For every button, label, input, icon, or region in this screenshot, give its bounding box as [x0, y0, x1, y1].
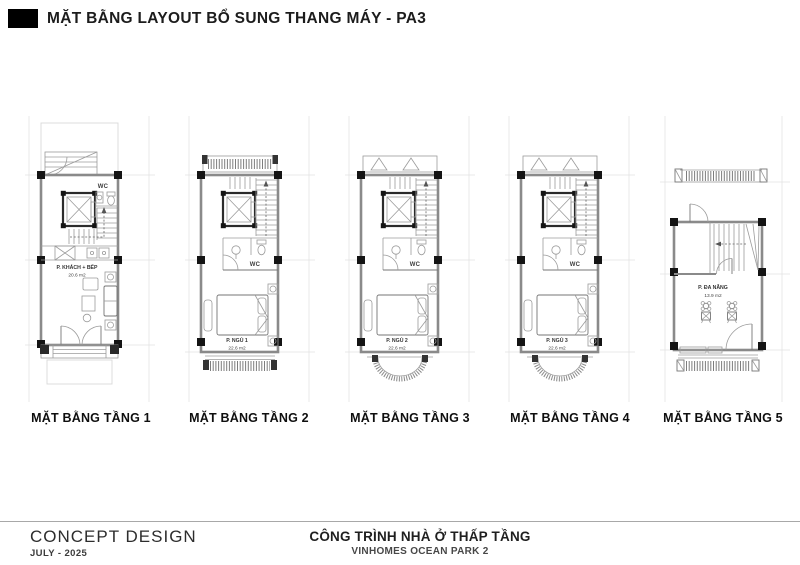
- sheet-title: MẶT BẰNG LAYOUT BỔ SUNG THANG MÁY - PA3: [47, 9, 427, 27]
- floor-plan-4: [505, 108, 635, 408]
- floor-plan-1: [25, 108, 155, 408]
- svg-text:WC: WC: [569, 262, 581, 268]
- room-area: 22.6 m2: [548, 346, 566, 352]
- sheet-header: [8, 9, 426, 28]
- room-name: P. KHÁCH + BẾP: [56, 265, 98, 271]
- svg-text:WC: WC: [97, 184, 109, 190]
- room-area: 13.9 m2: [704, 294, 722, 299]
- title-block-mark: [8, 9, 38, 28]
- floor-plan-2: [185, 108, 315, 408]
- plan-1-caption: MẶT BẰNG TẦNG 1: [31, 411, 151, 425]
- elevator-icon: [221, 191, 257, 228]
- plan-4-caption: MẶT BẰNG TẦNG 4: [510, 411, 630, 425]
- roof-terrace-railing: [675, 169, 767, 182]
- plan-3-caption: MẶT BẰNG TẦNG 3: [350, 411, 470, 425]
- room-area: 22.6 m2: [228, 346, 246, 352]
- footer-divider: [0, 521, 800, 522]
- balcony-railing-bottom: [203, 356, 277, 370]
- svg-text:WC: WC: [249, 262, 261, 268]
- svg-text:WC: WC: [409, 262, 421, 268]
- room-area: 20.6 m2: [68, 273, 86, 279]
- project-title: CÔNG TRÌNH NHÀ Ở THẤP TẦNG: [309, 529, 531, 544]
- terrace-door-icon: [690, 204, 708, 222]
- awning-icon: [523, 156, 597, 172]
- floor-plan-3: [345, 108, 475, 408]
- room-name: P. NGỦ 2: [386, 338, 408, 344]
- curved-balcony: [367, 355, 433, 379]
- plan-2-caption: MẶT BẰNG TẦNG 2: [189, 411, 309, 425]
- entry-steps: [40, 345, 119, 384]
- design-phase-title: CONCEPT DESIGN: [30, 527, 197, 546]
- awning-icon: [363, 156, 437, 172]
- floor-plan-5: [660, 108, 790, 408]
- elevator-icon: [381, 191, 417, 228]
- design-date: JULY - 2025: [30, 548, 88, 559]
- project-location: VINHOMES OCEAN PARK 2: [351, 546, 489, 557]
- balcony-railing: [202, 155, 278, 172]
- elevator-icon: [541, 191, 577, 228]
- footer-center: [250, 529, 590, 557]
- room-area: 22.6 m2: [388, 346, 406, 352]
- bottom-terrace-railing: [677, 355, 759, 371]
- room-name: P. NGỦ 3: [546, 338, 568, 344]
- room-name: P. NGỦ 1: [226, 338, 248, 344]
- plan-5-caption: MẶT BẰNG TẦNG 5: [663, 411, 783, 425]
- front-porch: [41, 123, 118, 175]
- room-name: P. ĐA NĂNG: [698, 285, 728, 291]
- elevator-icon: [61, 191, 97, 228]
- footer-left: [30, 527, 197, 559]
- curved-balcony: [527, 355, 593, 379]
